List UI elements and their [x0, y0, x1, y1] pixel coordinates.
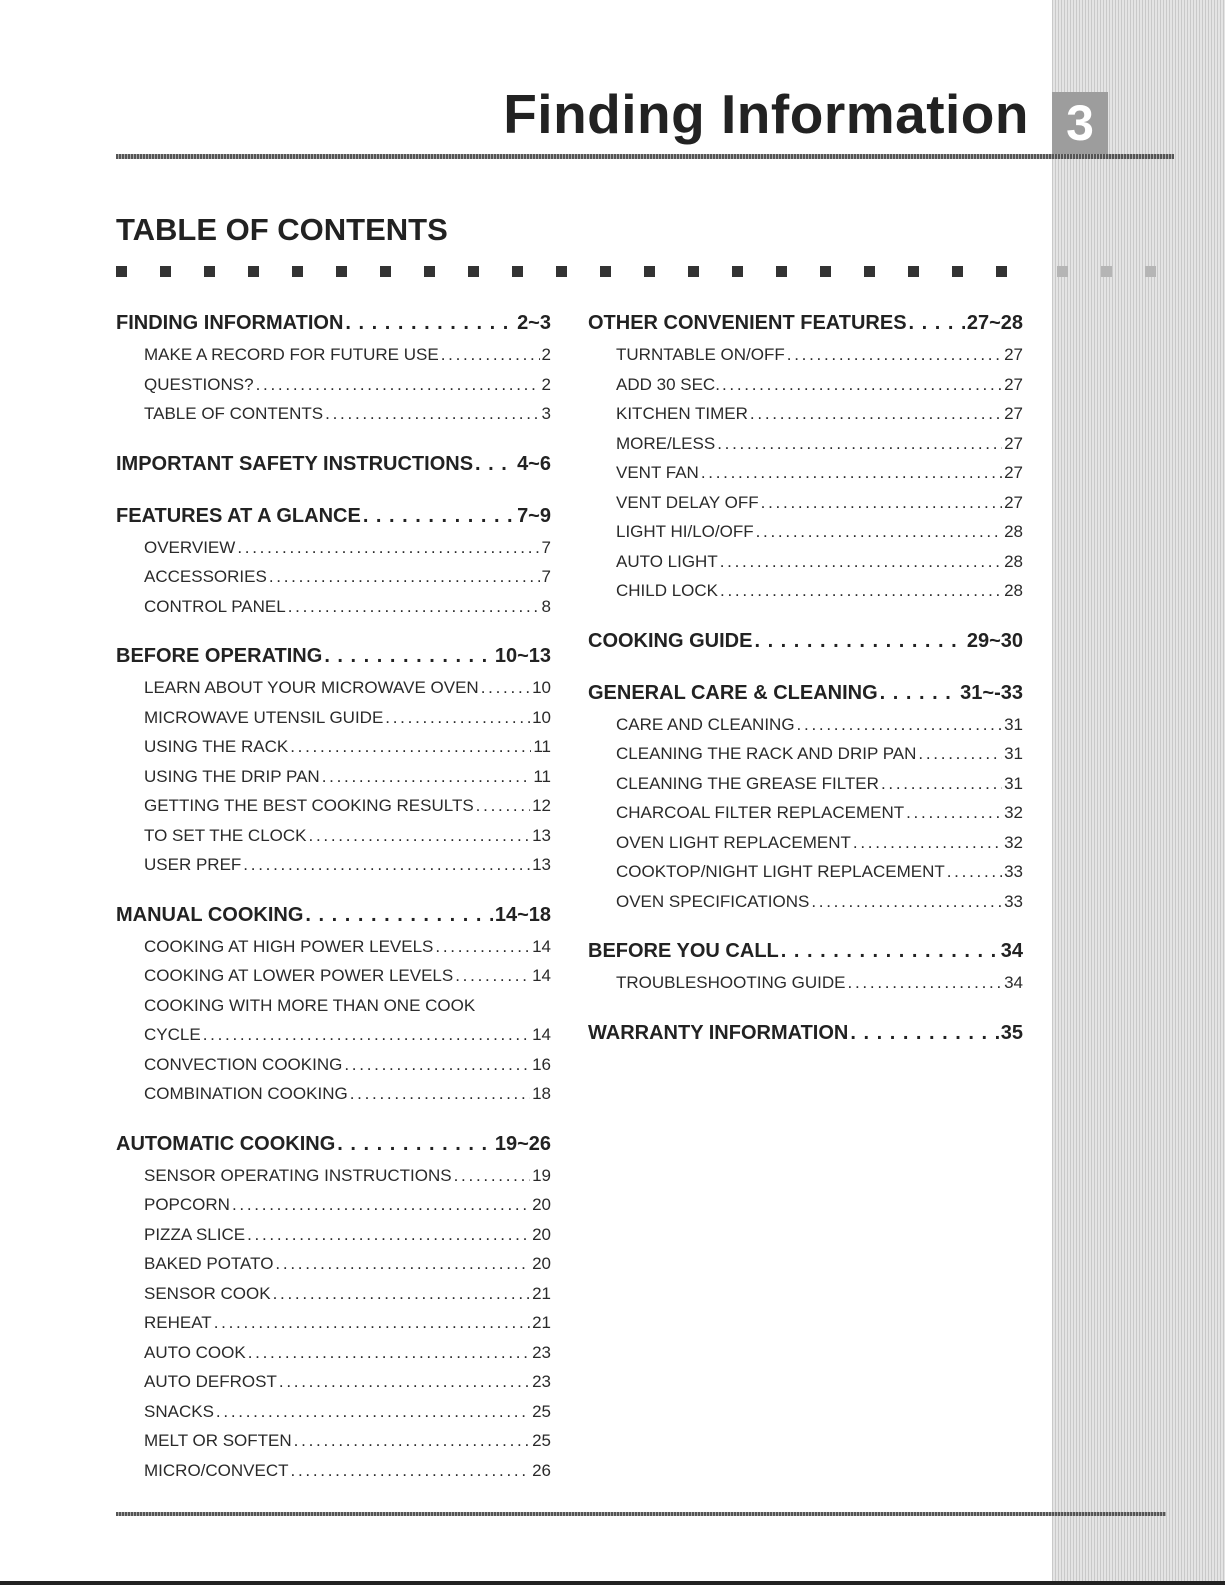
entry-label: AUTO DEFROST	[144, 1372, 277, 1391]
toc-entry[interactable]	[144, 732, 551, 762]
section-pages: 2~3	[517, 312, 551, 334]
section-pages: 10~13	[494, 645, 551, 667]
dot-leader	[906, 798, 1002, 828]
section-title: BEFORE YOU CALL	[588, 940, 779, 962]
entry-label: BAKED POTATO	[144, 1254, 274, 1273]
toc-entry[interactable]	[616, 458, 1023, 488]
entry-label: VENT FAN	[616, 463, 699, 482]
dot-leader	[269, 562, 540, 592]
entry-label: GETTING THE BEST COOKING RESULTS	[144, 796, 474, 815]
toc-entry[interactable]	[144, 1050, 551, 1080]
toc-entry[interactable]	[616, 340, 1023, 370]
section-pages: 29~30	[966, 629, 1023, 652]
entry-page: 14	[532, 936, 551, 956]
entry-page: 10	[532, 678, 551, 697]
dot-leader	[363, 499, 515, 533]
entry-page: 16	[532, 1054, 551, 1074]
dot-leader	[881, 769, 1002, 799]
section-spacer	[116, 621, 551, 639]
toc-section	[588, 306, 1023, 606]
dot-leader	[279, 1367, 530, 1397]
entry-label: MICROWAVE UTENSIL GUIDE	[144, 707, 384, 727]
toc-section	[588, 676, 1023, 917]
entry-label: USER PREF	[144, 855, 242, 874]
dot-leader	[476, 791, 530, 821]
entry-label: TO SET THE CLOCK	[144, 825, 307, 845]
toc-section	[588, 934, 1023, 998]
entry-page: 7	[541, 567, 551, 586]
dot-leader	[850, 1016, 998, 1050]
entry-page: 14	[532, 1025, 551, 1044]
toc-entry[interactable]	[144, 762, 551, 792]
entry-label: MICRO/CONVECT	[144, 1460, 289, 1480]
entry-label: CHARCOAL FILTER REPLACEMENT	[616, 803, 905, 822]
dot-leader	[345, 306, 515, 340]
section-pages: 27~28	[966, 312, 1023, 334]
entry-label: CLEANING THE RACK AND DRIP PAN	[616, 744, 917, 763]
entry-label: SNACKS	[144, 1401, 214, 1421]
section-title: BEFORE OPERATING	[116, 645, 323, 667]
entry-label: POPCORN	[144, 1195, 230, 1214]
section-pages: 7~9	[517, 504, 551, 527]
toc-entry[interactable]	[144, 791, 551, 821]
dot-leader	[853, 828, 1002, 858]
entry-page: 19	[532, 1165, 551, 1185]
entry-page: 12	[532, 796, 551, 815]
section-spacer	[116, 880, 551, 898]
page-title: Finding Information	[503, 83, 1029, 145]
section-title: AUTOMATIC COOKING	[116, 1132, 336, 1155]
entry-page: 20	[532, 1254, 551, 1273]
dot-leader	[717, 429, 1002, 459]
toc-entry[interactable]	[144, 1426, 551, 1456]
toc-section	[116, 447, 551, 481]
entry-page: 25	[532, 1431, 551, 1450]
toc-entry[interactable]	[144, 1079, 551, 1109]
entry-label: CHILD LOCK	[616, 581, 719, 600]
toc-entry[interactable]	[144, 533, 551, 563]
toc-entry[interactable]	[144, 961, 551, 991]
entry-page: 21	[532, 1313, 551, 1332]
entry-label: AUTO LIGHT	[616, 551, 718, 571]
section-pages: 4~6	[517, 452, 551, 475]
toc-entry[interactable]	[144, 1279, 551, 1309]
dot-leader	[720, 547, 1002, 577]
toc-entry[interactable]	[616, 739, 1023, 769]
section-spacer	[588, 916, 1023, 934]
section-pages: 31~-33	[960, 681, 1023, 704]
section-pages: 35	[1000, 1021, 1023, 1044]
toc-heading: TABLE OF CONTENTS	[116, 212, 448, 247]
dot-leader	[203, 1020, 530, 1050]
dot-leader	[481, 673, 530, 703]
toc-entry[interactable]	[144, 1456, 551, 1486]
entry-label: OVERVIEW	[144, 537, 236, 557]
dot-leader	[350, 1079, 530, 1109]
entry-label: AUTO COOK	[144, 1342, 246, 1362]
dot-leader	[918, 739, 1002, 769]
entry-page: 25	[532, 1401, 551, 1421]
toc-entry[interactable]	[616, 370, 1023, 400]
dot-leader	[454, 1161, 530, 1191]
dot-leader	[214, 1308, 530, 1338]
toc-entry[interactable]	[144, 592, 551, 622]
toc-entry[interactable]	[616, 517, 1023, 547]
entry-page: 32	[1004, 832, 1023, 852]
entry-label: COOKING AT LOWER POWER LEVELS	[144, 966, 454, 985]
dot-leader	[309, 821, 531, 851]
entry-label: OVEN LIGHT REPLACEMENT	[616, 832, 851, 852]
entry-label: TURNTABLE ON/OFF	[616, 345, 785, 364]
dot-leader	[305, 898, 492, 932]
section-pages: 19~26	[494, 1132, 551, 1155]
header-divider	[116, 154, 1174, 159]
dot-leader	[291, 1456, 531, 1486]
dot-leader	[337, 1127, 493, 1161]
entry-label: PIZZA SLICE	[144, 1224, 246, 1244]
dot-leader	[324, 639, 493, 673]
toc-entry[interactable]	[616, 828, 1023, 858]
entry-label: COOKTOP/NIGHT LIGHT REPLACEMENT	[616, 862, 945, 881]
dot-leader	[290, 732, 531, 762]
dot-leader	[720, 576, 1002, 606]
toc-section	[116, 1127, 551, 1486]
entry-label: OVEN SPECIFICATIONS	[616, 891, 810, 911]
entry-page: 11	[533, 737, 551, 756]
dot-leader	[237, 533, 539, 563]
entry-page: 31	[1004, 744, 1023, 763]
entry-page: 33	[1004, 891, 1023, 911]
toc-entry[interactable]	[616, 769, 1023, 799]
square-bullet-divider	[116, 266, 1176, 280]
entry-page: 27	[1004, 404, 1023, 423]
entry-page: 14	[532, 966, 551, 985]
entry-page: 31	[1004, 773, 1023, 793]
entry-page: 23	[532, 1342, 551, 1362]
entry-label: LEARN ABOUT YOUR MICROWAVE OVEN	[144, 678, 479, 697]
entry-page: 10	[532, 707, 551, 727]
entry-page: 2	[541, 345, 551, 364]
entry-page: 34	[1004, 973, 1023, 992]
dot-leader	[848, 968, 1003, 998]
toc-entry[interactable]	[616, 798, 1023, 828]
dot-leader	[701, 458, 1002, 488]
toc-section-heading[interactable]	[588, 624, 1023, 658]
dot-leader	[722, 370, 1002, 400]
toc-section-heading[interactable]	[116, 1127, 551, 1161]
dot-leader	[294, 1426, 530, 1456]
dot-leader	[344, 1050, 530, 1080]
entry-label: REHEAT	[144, 1313, 212, 1332]
section-title: GENERAL CARE & CLEANING	[588, 681, 878, 704]
section-title: WARRANTY INFORMATION	[588, 1021, 849, 1044]
section-title: IMPORTANT SAFETY INSTRUCTIONS	[116, 452, 474, 475]
toc-entry[interactable]	[616, 547, 1023, 577]
section-title: MANUAL COOKING	[116, 903, 304, 926]
entry-label: QUESTIONS?	[144, 374, 254, 394]
entry-page: 27	[1004, 345, 1023, 364]
dot-leader	[216, 1397, 530, 1427]
entry-label: TABLE OF CONTENTS	[144, 404, 324, 423]
toc-entry[interactable]	[144, 850, 551, 880]
toc-section	[588, 1016, 1023, 1050]
toc-entry[interactable]	[616, 968, 1023, 998]
entry-label: CLEANING THE GREASE FILTER	[616, 773, 879, 793]
dot-leader	[325, 399, 539, 429]
entry-page: 11	[533, 766, 551, 786]
dot-leader	[455, 961, 530, 991]
toc-entry[interactable]	[144, 1338, 551, 1368]
page-bottom-edge	[0, 1581, 1225, 1585]
entry-page: 27	[1004, 374, 1023, 394]
entry-label: ACCESSORIES	[144, 567, 267, 586]
dot-leader	[754, 624, 964, 658]
entry-page: 27	[1004, 492, 1023, 512]
entry-page: 33	[1004, 862, 1023, 881]
dot-leader	[441, 340, 540, 370]
toc-entry[interactable]	[144, 1161, 551, 1191]
entry-page: 21	[532, 1283, 551, 1303]
dot-leader	[761, 488, 1002, 518]
entry-page: 27	[1004, 433, 1023, 453]
toc-left-column	[116, 306, 551, 1485]
toc-entry[interactable]	[616, 710, 1023, 740]
section-title: COOKING GUIDE	[588, 629, 753, 652]
page-number: 3	[1052, 92, 1108, 154]
dot-leader	[811, 887, 1002, 917]
entry-page: 13	[532, 825, 551, 845]
toc-entry[interactable]	[616, 429, 1023, 459]
entry-page: 23	[532, 1372, 551, 1391]
toc-section	[116, 898, 551, 1109]
entry-page: 8	[541, 596, 551, 616]
toc-entry[interactable]	[144, 821, 551, 851]
entry-label: VENT DELAY OFF	[616, 492, 759, 512]
section-spacer	[116, 481, 551, 499]
entry-page: 2	[541, 374, 551, 394]
entry-label: SENSOR OPERATING INSTRUCTIONS	[144, 1165, 452, 1185]
entry-label: LIGHT HI/LO/OFF	[616, 522, 754, 541]
dot-leader	[322, 762, 532, 792]
toc-section	[116, 499, 551, 622]
entry-label: CARE AND CLEANING	[616, 714, 795, 734]
section-title: OTHER CONVENIENT FEATURES	[588, 312, 907, 334]
section-spacer	[116, 1109, 551, 1127]
entry-label: MAKE A RECORD FOR FUTURE USE	[144, 345, 439, 364]
dot-leader	[787, 340, 1002, 370]
section-title: FINDING INFORMATION	[116, 312, 344, 334]
toc-section-heading[interactable]	[588, 306, 1023, 340]
entry-page: 3	[541, 404, 551, 423]
entry-page: 7	[541, 537, 551, 557]
entry-page: 13	[532, 855, 551, 874]
dot-leader	[243, 850, 530, 880]
section-pages: 14~18	[494, 903, 551, 926]
dot-leader	[750, 399, 1002, 429]
toc-right-column	[588, 306, 1023, 1050]
entry-label: USING THE RACK	[144, 737, 289, 756]
entry-page: 32	[1004, 803, 1023, 822]
entry-label: KITCHEN TIMER	[616, 404, 748, 423]
entry-label: COMBINATION COOKING	[144, 1084, 348, 1103]
dot-leader	[797, 710, 1003, 740]
entry-label: SENSOR COOK	[144, 1283, 271, 1303]
toc-entry[interactable]	[144, 1220, 551, 1250]
entry-label: COOKING WITH MORE THAN ONE COOK	[144, 995, 476, 1015]
dot-leader	[909, 306, 965, 340]
section-spacer	[588, 658, 1023, 676]
footer-divider	[116, 1512, 1166, 1516]
toc-entry[interactable]	[144, 1397, 551, 1427]
toc-entry[interactable]	[616, 887, 1023, 917]
toc-section-heading[interactable]	[116, 306, 551, 340]
toc-section-heading[interactable]	[116, 447, 551, 481]
entry-label: MORE/LESS	[616, 433, 716, 453]
entry-page: 28	[1004, 522, 1023, 541]
entry-page: 28	[1004, 551, 1023, 571]
dot-leader	[475, 447, 515, 481]
toc-entry[interactable]	[144, 562, 551, 592]
dot-leader	[256, 370, 540, 400]
dot-leader	[248, 1338, 530, 1368]
toc-section-heading[interactable]	[588, 1016, 1023, 1050]
toc-section-heading[interactable]	[116, 639, 551, 673]
toc-entry[interactable]	[616, 399, 1023, 429]
toc-entry[interactable]	[144, 1367, 551, 1397]
toc-entry[interactable]	[616, 857, 1023, 887]
dot-leader	[247, 1220, 530, 1250]
toc-entry[interactable]	[616, 576, 1023, 606]
entry-label: MELT OR SOFTEN	[144, 1431, 292, 1450]
toc-entry[interactable]	[144, 399, 551, 429]
toc-entry[interactable]	[144, 1190, 551, 1220]
dot-leader	[273, 1279, 530, 1309]
entry-label: CONVECTION COOKING	[144, 1054, 343, 1074]
dot-leader	[288, 592, 540, 622]
section-spacer	[588, 998, 1023, 1016]
toc-entry[interactable]	[144, 1308, 551, 1338]
dot-leader	[947, 857, 1002, 887]
toc-entry[interactable]	[144, 991, 551, 1021]
toc-section-heading[interactable]	[588, 676, 1023, 710]
toc-entry[interactable]	[144, 673, 551, 703]
entry-label: ADD 30 SEC.	[616, 374, 720, 394]
dot-leader	[756, 517, 1002, 547]
toc-entry[interactable]	[144, 340, 551, 370]
dot-leader	[385, 703, 530, 733]
section-spacer	[588, 606, 1023, 624]
section-spacer	[116, 429, 551, 447]
section-pages: 34	[1000, 940, 1023, 962]
toc-entry[interactable]	[144, 370, 551, 400]
entry-page: 20	[532, 1195, 551, 1214]
entry-label-continued: CYCLE	[144, 1025, 201, 1044]
entry-label: CONTROL PANEL	[144, 596, 286, 616]
dot-leader	[781, 934, 999, 968]
entry-page: 31	[1004, 714, 1023, 734]
toc-entry[interactable]	[616, 488, 1023, 518]
toc-entry[interactable]	[144, 1249, 551, 1279]
section-title: FEATURES AT A GLANCE	[116, 504, 361, 527]
side-tab-strip	[1052, 0, 1225, 1585]
toc-section-heading[interactable]	[588, 934, 1023, 968]
toc-section	[116, 306, 551, 429]
entry-page: 28	[1004, 581, 1023, 600]
dot-leader	[232, 1190, 530, 1220]
dot-leader	[880, 676, 959, 710]
toc-section	[588, 624, 1023, 658]
toc-section	[116, 639, 551, 880]
toc-section-heading[interactable]	[116, 499, 551, 533]
dot-leader	[275, 1249, 530, 1279]
entry-label: TROUBLESHOOTING GUIDE	[616, 973, 846, 992]
dot-leader	[435, 932, 530, 962]
toc-section-heading[interactable]	[116, 898, 551, 932]
toc-entry-continued[interactable]	[144, 1020, 551, 1050]
toc-entry[interactable]	[144, 932, 551, 962]
entry-label: USING THE DRIP PAN	[144, 766, 320, 786]
entry-page: 20	[532, 1224, 551, 1244]
entry-page: 26	[532, 1460, 551, 1480]
toc-entry[interactable]	[144, 703, 551, 733]
entry-label: COOKING AT HIGH POWER LEVELS	[144, 936, 434, 956]
entry-page: 18	[532, 1084, 551, 1103]
entry-page: 27	[1004, 463, 1023, 482]
